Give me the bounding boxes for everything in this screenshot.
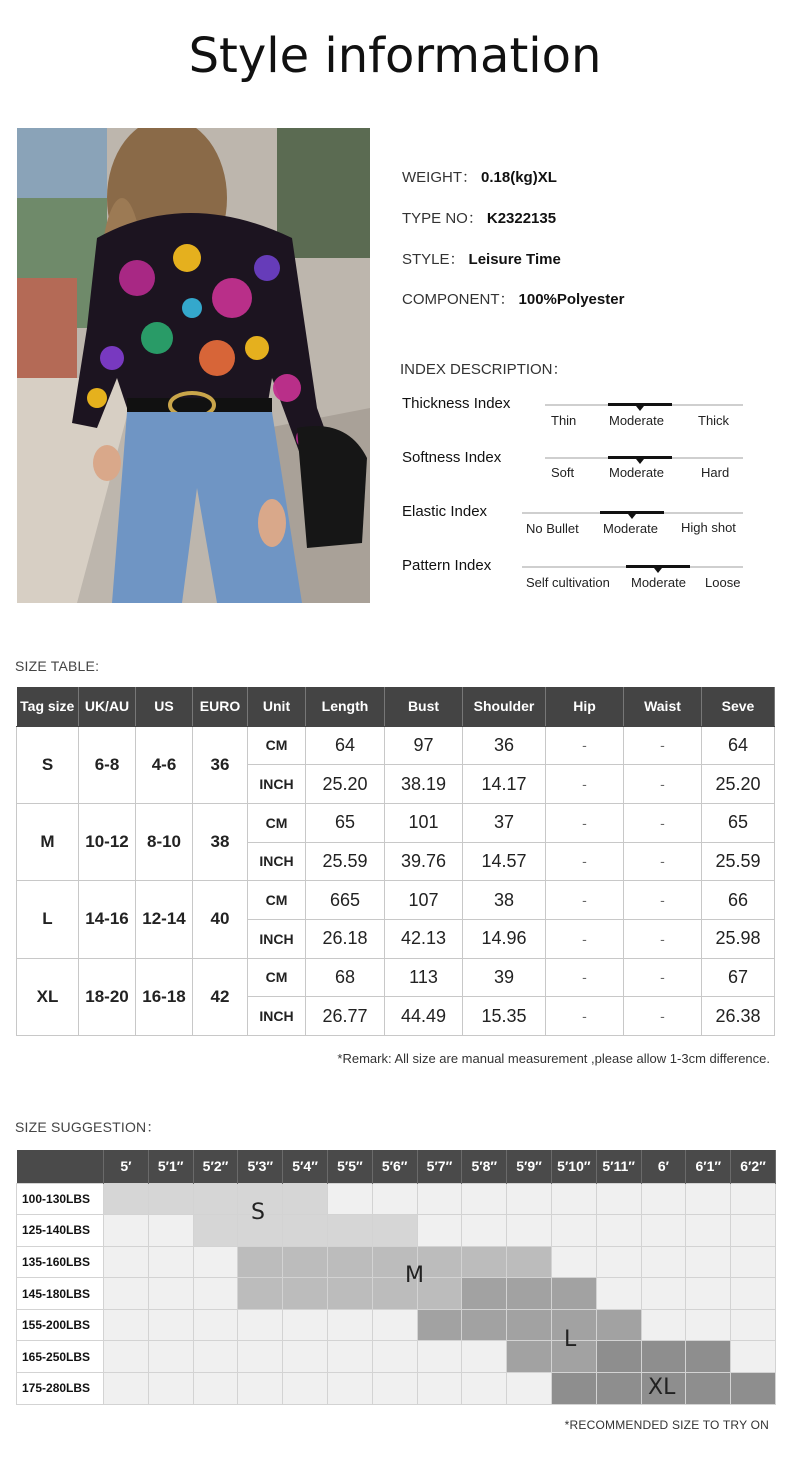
measurement-cell: -: [624, 765, 702, 804]
grid-cell-empty: [731, 1278, 776, 1310]
weight-label-cell: 175-280LBS: [17, 1373, 104, 1405]
size-uk-cell: 14-16: [79, 881, 136, 958]
height-header-cell: 5′2″: [193, 1150, 238, 1183]
height-header-cell: 6′2″: [731, 1150, 776, 1183]
grid-cell-empty: [238, 1373, 283, 1405]
measurement-cell: 665: [306, 881, 385, 920]
weight-row: [17, 1183, 776, 1215]
height-header-cell: 5′1″: [148, 1150, 193, 1183]
measurement-cell: 15.35: [463, 997, 546, 1036]
grid-cell-empty: [686, 1246, 731, 1278]
measurement-cell: 65: [702, 803, 775, 842]
softness-option-moderate: Moderate: [609, 465, 664, 480]
measurement-cell: -: [546, 726, 624, 765]
header-hip: Hip: [546, 687, 624, 726]
page-title: Style information: [188, 28, 602, 84]
grid-cell-size-m: [327, 1246, 372, 1278]
size-uk-cell: 6-8: [79, 726, 136, 803]
measurement-cell: -: [546, 997, 624, 1036]
unit-cell: INCH: [248, 997, 306, 1036]
grid-cell-empty: [372, 1309, 417, 1341]
size-tag-cell: XL: [17, 958, 79, 1035]
grid-cell-empty: [283, 1341, 328, 1373]
grid-cell-empty: [193, 1373, 238, 1405]
pattern-index-pointer-icon: [654, 568, 662, 573]
measurement-cell: -: [624, 803, 702, 842]
grid-cell-empty: [462, 1341, 507, 1373]
type-line: [402, 207, 556, 228]
measurement-cell: -: [546, 881, 624, 920]
grid-cell-empty: [551, 1246, 596, 1278]
grid-cell-size-s: [283, 1183, 328, 1215]
weight-label-cell: 155-200LBS: [17, 1309, 104, 1341]
recommend-note: *RECOMMENDED SIZE TO TRY ON: [564, 1418, 769, 1432]
measurement-cell: 107: [385, 881, 463, 920]
measurement-cell: 38: [463, 881, 546, 920]
grid-cell-empty: [507, 1373, 552, 1405]
measurement-cell: 14.57: [463, 842, 546, 881]
grid-cell-empty: [104, 1215, 149, 1247]
weight-row: [17, 1341, 776, 1373]
weight-row: [17, 1215, 776, 1247]
measurement-cell: 42.13: [385, 919, 463, 958]
grid-cell-empty: [417, 1215, 462, 1247]
grid-cell-empty: [372, 1341, 417, 1373]
weight-line: [402, 166, 557, 187]
size-uk-cell: 18-20: [79, 958, 136, 1035]
grid-cell-empty: [596, 1278, 641, 1310]
grid-cell-size-m: [283, 1278, 328, 1310]
height-header-cell: 5′11″: [596, 1150, 641, 1183]
grid-cell-empty: [641, 1309, 686, 1341]
grid-cell-empty: [148, 1278, 193, 1310]
measurement-cell: 26.18: [306, 919, 385, 958]
size-remark: *Remark: All size are manual measurement ,please allow 1-3cm difference.: [337, 1051, 770, 1066]
header-shoulder: Shoulder: [463, 687, 546, 726]
grid-cell-size-m: [238, 1278, 283, 1310]
measurement-cell: 38.19: [385, 765, 463, 804]
height-header-cell: 6′1″: [686, 1150, 731, 1183]
unit-cell: CM: [248, 881, 306, 920]
grid-cell-empty: [686, 1183, 731, 1215]
weight-label-cell: 145-180LBS: [17, 1278, 104, 1310]
grid-cell-empty: [641, 1215, 686, 1247]
measurement-cell: 97: [385, 726, 463, 765]
measurement-cell: 66: [702, 881, 775, 920]
measurement-cell: -: [624, 881, 702, 920]
grid-cell-size-x: [641, 1341, 686, 1373]
measurement-cell: 68: [306, 958, 385, 997]
corner-cell: [17, 1150, 104, 1183]
grid-cell-size-m: [327, 1278, 372, 1310]
thickness-index-label: Thickness Index: [402, 395, 511, 412]
measurement-cell: 64: [306, 726, 385, 765]
size-suggestion-label: SIZE SUGGESTION：: [15, 1119, 161, 1135]
grid-cell-empty: [104, 1373, 149, 1405]
weight-label-cell: 125-140LBS: [17, 1215, 104, 1247]
size-table-header: [17, 687, 775, 726]
height-header-cell: 5′5″: [327, 1150, 372, 1183]
grid-cell-empty: [327, 1309, 372, 1341]
grid-cell-empty: [104, 1309, 149, 1341]
unit-cell: CM: [248, 803, 306, 842]
grid-cell-empty: [507, 1183, 552, 1215]
grid-cell-size-x: [596, 1341, 641, 1373]
thickness-option-thick: Thick: [698, 413, 730, 428]
softness-index-pointer-icon: [636, 459, 644, 464]
size-uk-cell: 10-12: [79, 803, 136, 880]
grid-cell-empty: [372, 1373, 417, 1405]
grid-cell-empty: [193, 1278, 238, 1310]
grid-cell-size-l: [551, 1278, 596, 1310]
style-line: [402, 248, 561, 269]
elastic-option-moderate: Moderate: [603, 521, 658, 536]
grid-cell-empty: [462, 1373, 507, 1405]
size-us-cell: 16-18: [136, 958, 193, 1035]
grid-cell-size-m: [507, 1246, 552, 1278]
measurement-cell: 25.20: [306, 765, 385, 804]
grid-cell-empty: [148, 1341, 193, 1373]
grid-cell-empty: [462, 1183, 507, 1215]
grid-cell-empty: [596, 1183, 641, 1215]
size-suggestion-grid: [16, 1150, 776, 1405]
grid-cell-empty: [104, 1278, 149, 1310]
product-photo: [17, 128, 370, 603]
grid-cell-empty: [148, 1373, 193, 1405]
grid-cell-size-s: [372, 1215, 417, 1247]
header-uk-au: UK/AU: [79, 687, 136, 726]
suggest-size-xl: XL: [648, 1375, 676, 1400]
grid-cell-empty: [104, 1246, 149, 1278]
measurement-cell: 39.76: [385, 842, 463, 881]
grid-cell-empty: [462, 1215, 507, 1247]
model-wearing-blouse-image: [17, 128, 370, 603]
measurement-cell: 36: [463, 726, 546, 765]
elastic-index-label: Elastic Index: [402, 503, 488, 520]
size-tag-cell: L: [17, 881, 79, 958]
measurement-cell: 64: [702, 726, 775, 765]
header-euro: EURO: [193, 687, 248, 726]
measurement-cell: 113: [385, 958, 463, 997]
height-header-cell: 5′10″: [551, 1150, 596, 1183]
suggest-size-s: S: [251, 1200, 265, 1225]
grid-cell-empty: [104, 1341, 149, 1373]
measurement-cell: -: [624, 726, 702, 765]
grid-cell-size-x: [551, 1373, 596, 1405]
grid-cell-size-l: [417, 1309, 462, 1341]
height-header-cell: 5′: [104, 1150, 149, 1183]
index-description-heading: INDEX DESCRIPTION：: [400, 361, 568, 378]
grid-cell-empty: [193, 1246, 238, 1278]
grid-cell-empty: [193, 1341, 238, 1373]
grid-cell-empty: [327, 1341, 372, 1373]
component-label: COMPONENT：: [402, 291, 515, 308]
grid-cell-empty: [686, 1278, 731, 1310]
header-seve: Seve: [702, 687, 775, 726]
size-table-label: SIZE TABLE:: [15, 658, 100, 674]
type-value: K2322135: [486, 210, 557, 227]
grid-cell-empty: [327, 1183, 372, 1215]
height-header-cell: 5′4″: [283, 1150, 328, 1183]
weight-label-cell: 165-250LBS: [17, 1341, 104, 1373]
weight-row: [17, 1278, 776, 1310]
measurement-cell: -: [546, 842, 624, 881]
grid-cell-size-m: [283, 1246, 328, 1278]
softness-option-hard: Hard: [701, 465, 730, 480]
grid-cell-size-s: [327, 1215, 372, 1247]
size-us-cell: 4-6: [136, 726, 193, 803]
grid-cell-size-l: [462, 1278, 507, 1310]
measurement-cell: 26.38: [702, 997, 775, 1036]
pattern-option-loose: Loose: [705, 575, 741, 590]
grid-cell-empty: [238, 1309, 283, 1341]
softness-index-label: Softness Index: [402, 449, 502, 466]
size-table-row: [17, 803, 775, 842]
elastic-index-pointer-icon: [628, 514, 636, 519]
grid-cell-size-m: [462, 1246, 507, 1278]
unit-cell: CM: [248, 726, 306, 765]
component-line: [402, 288, 624, 309]
header-waist: Waist: [624, 687, 702, 726]
height-header-cell: 5′6″: [372, 1150, 417, 1183]
measurement-cell: 39: [463, 958, 546, 997]
grid-cell-empty: [238, 1341, 283, 1373]
grid-cell-empty: [731, 1183, 776, 1215]
header-unit: Unit: [248, 687, 306, 726]
grid-cell-empty: [641, 1278, 686, 1310]
grid-cell-empty: [193, 1309, 238, 1341]
measurement-cell: -: [624, 958, 702, 997]
size-table-row: [17, 881, 775, 920]
height-header-cell: 6′: [641, 1150, 686, 1183]
grid-cell-empty: [148, 1246, 193, 1278]
thickness-index-pointer-icon: [636, 406, 644, 411]
header-tag-size: Tag size: [17, 687, 79, 726]
measurement-cell: 25.59: [702, 842, 775, 881]
grid-cell-empty: [731, 1215, 776, 1247]
grid-cell-empty: [507, 1215, 552, 1247]
header-us: US: [136, 687, 193, 726]
header-length: Length: [306, 687, 385, 726]
header-bust: Bust: [385, 687, 463, 726]
unit-cell: INCH: [248, 919, 306, 958]
weight-row: [17, 1309, 776, 1341]
measurement-cell: 44.49: [385, 997, 463, 1036]
weight-label: WEIGHT：: [402, 169, 477, 186]
measurement-cell: 14.17: [463, 765, 546, 804]
pattern-option-moderate: Moderate: [631, 575, 686, 590]
measurement-cell: 101: [385, 803, 463, 842]
size-table-row: [17, 726, 775, 765]
grid-cell-size-l: [596, 1309, 641, 1341]
pattern-index-label: Pattern Index: [402, 557, 492, 574]
measurement-cell: -: [546, 958, 624, 997]
unit-cell: CM: [248, 958, 306, 997]
grid-cell-empty: [283, 1309, 328, 1341]
size-euro-cell: 38: [193, 803, 248, 880]
unit-cell: INCH: [248, 842, 306, 881]
grid-cell-empty: [641, 1183, 686, 1215]
grid-cell-empty: [641, 1246, 686, 1278]
grid-cell-empty: [372, 1183, 417, 1215]
grid-cell-empty: [327, 1373, 372, 1405]
measurement-cell: -: [624, 842, 702, 881]
measurement-cell: 25.98: [702, 919, 775, 958]
thickness-option-moderate: Moderate: [609, 413, 664, 428]
elastic-option-high-shot: High shot: [681, 520, 736, 535]
size-euro-cell: 40: [193, 881, 248, 958]
grid-cell-size-s: [193, 1215, 238, 1247]
grid-cell-size-l: [462, 1309, 507, 1341]
weight-value: 0.18(kg)XL: [481, 169, 557, 186]
height-header-cell: 5′8″: [462, 1150, 507, 1183]
height-header-row: [17, 1150, 776, 1183]
style-value: Leisure Time: [468, 251, 561, 268]
grid-cell-size-l: [507, 1278, 552, 1310]
grid-cell-empty: [731, 1246, 776, 1278]
size-euro-cell: 36: [193, 726, 248, 803]
measurement-cell: -: [546, 803, 624, 842]
elastic-option-no-bullet: No Bullet: [526, 521, 579, 536]
grid-cell-empty: [551, 1183, 596, 1215]
grid-cell-empty: [417, 1373, 462, 1405]
size-table-row: [17, 958, 775, 997]
grid-cell-size-s: [283, 1215, 328, 1247]
grid-cell-empty: [686, 1215, 731, 1247]
grid-cell-size-s: [148, 1183, 193, 1215]
grid-cell-size-l: [507, 1341, 552, 1373]
size-us-cell: 12-14: [136, 881, 193, 958]
pattern-option-self-cultivation: Self cultivation: [526, 575, 610, 590]
height-header-cell: 5′3″: [238, 1150, 283, 1183]
unit-cell: INCH: [248, 765, 306, 804]
measurement-cell: 14.96: [463, 919, 546, 958]
component-value: 100%Polyester: [518, 291, 625, 308]
grid-cell-empty: [417, 1341, 462, 1373]
style-label: STYLE：: [402, 251, 465, 268]
grid-cell-empty: [148, 1215, 193, 1247]
grid-cell-empty: [283, 1373, 328, 1405]
weight-label-cell: 100-130LBS: [17, 1183, 104, 1215]
suggest-size-l: L: [564, 1327, 577, 1352]
suggest-size-m: M: [405, 1263, 424, 1288]
weight-label-cell: 135-160LBS: [17, 1246, 104, 1278]
grid-cell-size-x: [686, 1341, 731, 1373]
grid-cell-empty: [148, 1309, 193, 1341]
size-table: [16, 687, 775, 1036]
height-header-cell: 5′7″: [417, 1150, 462, 1183]
grid-cell-empty: [551, 1215, 596, 1247]
grid-cell-empty: [596, 1215, 641, 1247]
measurement-cell: -: [624, 997, 702, 1036]
measurement-cell: 65: [306, 803, 385, 842]
grid-cell-size-x: [686, 1373, 731, 1405]
size-tag-cell: M: [17, 803, 79, 880]
measurement-cell: -: [546, 919, 624, 958]
grid-cell-empty: [596, 1246, 641, 1278]
measurement-cell: 25.20: [702, 765, 775, 804]
measurement-cell: -: [624, 919, 702, 958]
height-header-cell: 5′9″: [507, 1150, 552, 1183]
measurement-cell: -: [546, 765, 624, 804]
grid-cell-empty: [686, 1309, 731, 1341]
measurement-cell: 37: [463, 803, 546, 842]
size-tag-cell: S: [17, 726, 79, 803]
grid-cell-empty: [731, 1309, 776, 1341]
size-us-cell: 8-10: [136, 803, 193, 880]
softness-option-soft: Soft: [551, 465, 575, 480]
grid-cell-size-x: [731, 1373, 776, 1405]
measurement-cell: 25.59: [306, 842, 385, 881]
grid-cell-empty: [417, 1183, 462, 1215]
grid-cell-size-m: [238, 1246, 283, 1278]
grid-cell-size-s: [193, 1183, 238, 1215]
type-label: TYPE NO：: [402, 210, 483, 227]
grid-cell-size-s: [104, 1183, 149, 1215]
weight-row: [17, 1246, 776, 1278]
size-euro-cell: 42: [193, 958, 248, 1035]
measurement-cell: 26.77: [306, 997, 385, 1036]
grid-cell-size-x: [596, 1373, 641, 1405]
grid-cell-size-l: [507, 1309, 552, 1341]
measurement-cell: 67: [702, 958, 775, 997]
grid-cell-empty: [731, 1341, 776, 1373]
thickness-option-thin: Thin: [551, 413, 577, 428]
